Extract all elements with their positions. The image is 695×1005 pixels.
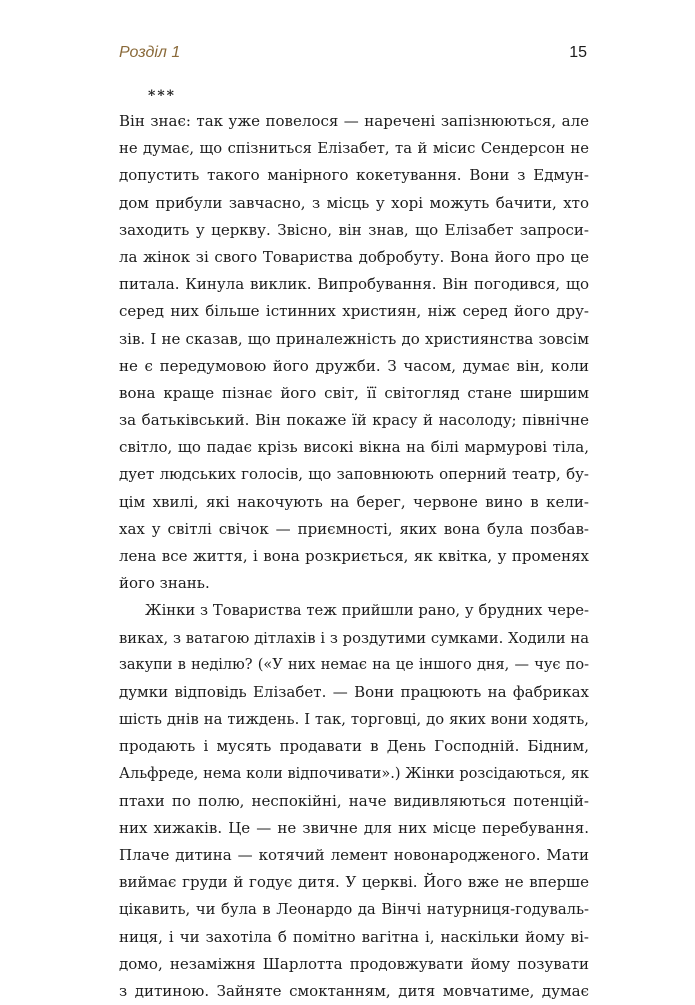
text-line: дом прибули завчасно, з місць у хорі можуть бачити, хто bbox=[119, 193, 589, 212]
text-line: за батьківський. Він покаже їй красу й насолоду; північне bbox=[119, 411, 589, 430]
text-line: його знань. bbox=[119, 574, 210, 593]
text-line: Жінки з Товариства теж прийшли рано, у брудних чере- bbox=[145, 602, 589, 620]
text-line: думки відповідь Елізабет. — Вони працюють на фабриках bbox=[119, 682, 589, 701]
text-line: серед них більше істинних християн, ніж серед його дру- bbox=[119, 302, 589, 321]
text-line: шість днів на тиждень. І так, торговці, до яких вони ходять, bbox=[119, 711, 589, 729]
text-line: виймає груди й годує дитя. У церкві. Його вже не вперше bbox=[119, 873, 589, 892]
text-line: заходить у церкву. Звісно, він знав, що Елізабет запроси- bbox=[119, 220, 589, 239]
body-text bbox=[119, 108, 589, 1005]
paragraph-2 bbox=[119, 597, 589, 1005]
text-line: закупи в неділю? («У них немає на це іншого дня, — чує по- bbox=[119, 656, 589, 673]
text-line: ниця, і чи захотіла б помітно вагітна і, наскільки йому ві- bbox=[119, 927, 589, 946]
text-line: лена все життя, і вона розкриється, як квітка, у променях bbox=[119, 547, 589, 565]
text-line: Він знає: так уже повелося — наречені запізнюються, але bbox=[119, 112, 589, 130]
text-line: не є передумовою його дружби. З часом, думає він, коли bbox=[119, 356, 589, 375]
text-line: них хижаків. Це — не звичне для них місце перебування. bbox=[119, 818, 589, 837]
page-number: 15 bbox=[569, 44, 587, 61]
text-line: цікавить, чи була в Леонардо да Вінчі натурниця-годуваль- bbox=[119, 901, 589, 919]
text-line: домо, незаміжня Шарлотта продовжувати йому позувати bbox=[119, 954, 589, 973]
text-line: вона краще пізнає його світ, її світогляд стане ширшим bbox=[119, 383, 589, 402]
text-line: Плаче дитина — котячий лемент новонародженого. Мати bbox=[119, 846, 589, 865]
text-line: допустить такого манірного кокетування. Вони з Едмун- bbox=[119, 166, 589, 185]
running-head-chapter: Розділ 1 bbox=[119, 44, 181, 61]
text-line: цім хвилі, які накочують на берег, червоне вино в кели- bbox=[119, 492, 589, 511]
text-line: не думає, що спізниться Елізабет, та й місис Сендерсон не bbox=[119, 140, 589, 158]
paragraph-1 bbox=[119, 108, 589, 597]
text-line: зів. І не сказав, що приналежність до християнства зовсім bbox=[119, 329, 589, 348]
text-line: птахи по полю, неспокійні, наче видивляються потенцій- bbox=[119, 791, 589, 810]
text-line: питала. Кинула виклик. Випробування. Він погодився, що bbox=[119, 275, 589, 294]
text-line: світло, що падає крізь високі вікна на білі мармурові тіла, bbox=[119, 438, 589, 457]
text-line: хах у світлі свічок — приємності, яких вона була позбав- bbox=[119, 519, 589, 538]
text-line: з дитиною. Зайняте смоктанням, дитя мовчатиме, думає bbox=[119, 982, 589, 1000]
text-line: продають і мусять продавати в День Господній. Бідним, bbox=[119, 737, 589, 756]
text-line: виках, з ватагою дітлахів і з роздутими сумками. Ходили на bbox=[119, 629, 589, 647]
text-line: ла жінок зі свого Товариства добробуту. Вона його про це bbox=[119, 247, 589, 266]
section-separator: *** bbox=[148, 88, 176, 104]
text-line: дует людських голосів, що заповнюють оперний театр, бу- bbox=[119, 465, 589, 484]
text-line: Альфреде, нема коли відпочивати».) Жінки розсідаються, як bbox=[119, 765, 589, 782]
